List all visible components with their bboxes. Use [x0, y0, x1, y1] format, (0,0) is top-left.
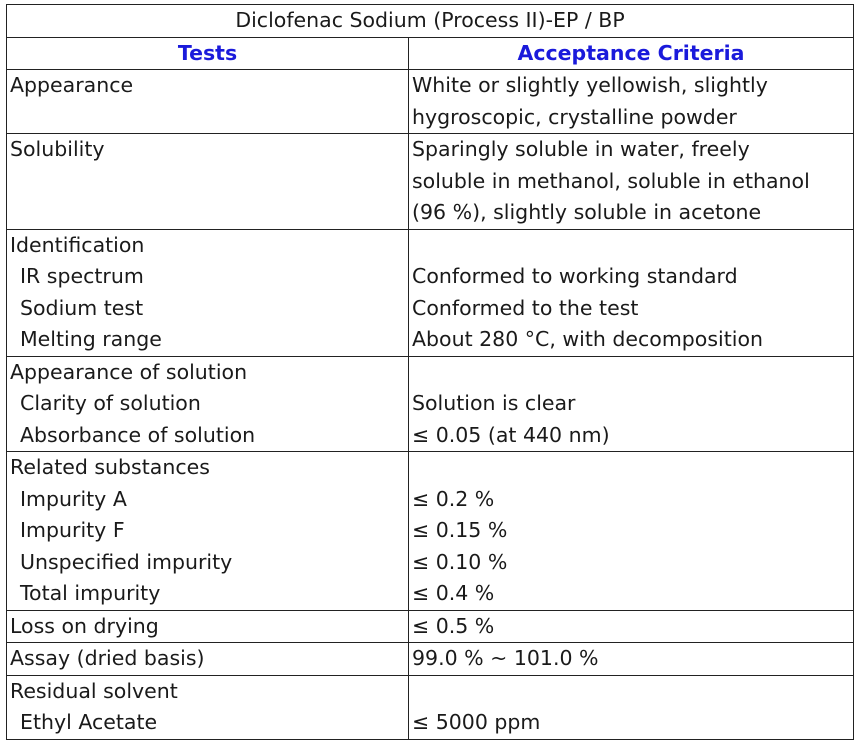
sub-criteria-text: ≤ 0.10 % — [412, 549, 508, 574]
sub-test-name: Unspecified impurity — [20, 549, 233, 574]
blank-line — [412, 676, 853, 708]
criteria-cell — [409, 229, 854, 356]
sub-test-name: Impurity A — [20, 486, 127, 511]
sub-criteria-text: ≤ 0.4 % — [412, 581, 495, 605]
table-row — [7, 134, 854, 230]
blank-line — [412, 230, 853, 262]
test-cell — [7, 229, 409, 356]
criteria-cell — [409, 643, 854, 676]
test-name: Appearance of solution — [10, 359, 248, 384]
sub-criteria-text: ≤ 0.2 % — [412, 486, 495, 511]
criteria-text: White or slightly yellowish, slightly — [412, 73, 768, 97]
criteria-cell — [409, 134, 854, 230]
blank-line — [412, 452, 853, 484]
test-cell — [7, 452, 409, 611]
sub-criteria-text: ≤ 0.15 % — [412, 518, 508, 542]
test-cell — [7, 610, 409, 643]
specification-table-body — [7, 5, 854, 740]
sub-criteria-text: ≤ 0.05 (at 440 nm) — [412, 422, 610, 447]
table-row — [7, 610, 854, 643]
sub-test-name: Impurity F — [20, 518, 125, 542]
test-cell — [7, 356, 409, 452]
header-row — [7, 37, 854, 70]
tests-column-header: Tests — [7, 37, 409, 70]
criteria-cell — [409, 610, 854, 643]
table-row — [7, 675, 854, 739]
criteria-text: soluble in methanol, soluble in ethanol — [412, 168, 810, 193]
test-name: Identification — [10, 232, 145, 257]
test-name: Residual solvent — [10, 678, 178, 703]
table-row — [7, 70, 854, 134]
sub-criteria-text: Conformed to working standard — [412, 264, 738, 288]
sub-test-name: Ethyl Acetate — [20, 710, 158, 734]
test-cell — [7, 70, 409, 134]
table-title: Diclofenac Sodium (Process II)-EP / BP — [7, 5, 854, 38]
sub-criteria-text: ≤ 5000 ppm — [412, 710, 541, 734]
sub-test-name: IR spectrum — [20, 264, 144, 288]
table-row — [7, 356, 854, 452]
criteria-text: hygroscopic, crystalline powder — [412, 104, 737, 129]
sub-test-name: Total impurity — [20, 581, 161, 605]
test-name: Solubility — [10, 137, 105, 161]
criteria-cell — [409, 452, 854, 611]
criteria-cell — [409, 675, 854, 739]
sub-test-name: Clarity of solution — [20, 391, 201, 415]
criteria-text: (96 %), slightly soluble in acetone — [412, 200, 762, 224]
criteria-text: 99.0 % ~ 101.0 % — [412, 646, 599, 670]
criteria-column-header: Acceptance Criteria — [409, 37, 854, 70]
title-row — [7, 5, 854, 38]
blank-line — [412, 357, 853, 389]
criteria-cell — [409, 356, 854, 452]
sub-test-name: Absorbance of solution — [20, 422, 256, 447]
test-name: Loss on drying — [10, 613, 159, 638]
test-name: Appearance — [10, 73, 134, 97]
criteria-cell — [409, 70, 854, 134]
criteria-text: ≤ 0.5 % — [412, 613, 495, 638]
table-row — [7, 229, 854, 356]
test-cell — [7, 643, 409, 676]
criteria-text: Sparingly soluble in water, freely — [412, 137, 750, 161]
test-name: Related substances — [10, 455, 210, 479]
sub-criteria-text: Solution is clear — [412, 391, 576, 415]
test-name: Assay (dried basis) — [10, 646, 205, 670]
sub-test-name: Sodium test — [20, 295, 144, 320]
test-cell — [7, 134, 409, 230]
test-cell — [7, 675, 409, 739]
table-row — [7, 643, 854, 676]
table-row — [7, 452, 854, 611]
sub-criteria-text: About 280 °C, with decomposition — [412, 327, 763, 351]
specification-table — [6, 4, 854, 740]
sub-criteria-text: Conformed to the test — [412, 295, 639, 320]
sub-test-name: Melting range — [20, 327, 162, 351]
